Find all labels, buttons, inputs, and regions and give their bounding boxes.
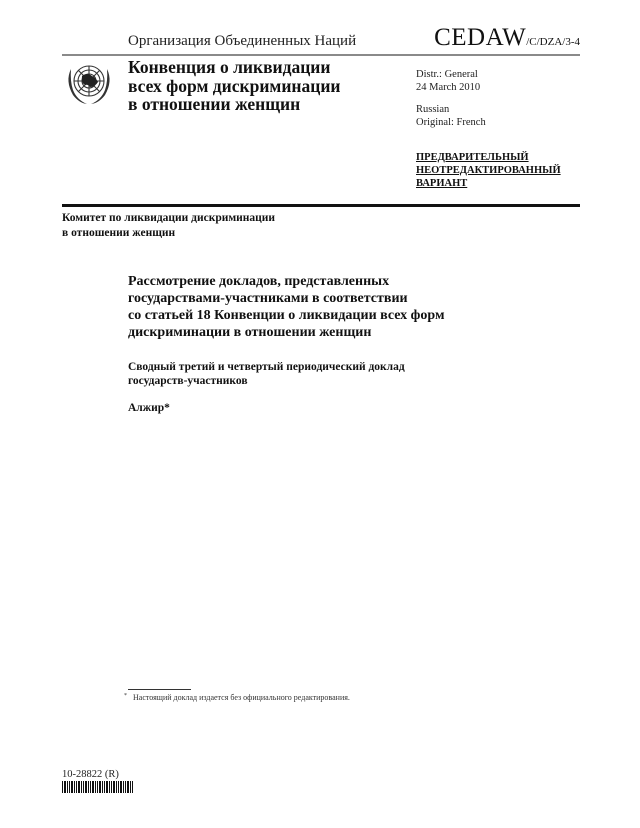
document-symbol-suffix: /C/DZA/3-4 bbox=[526, 36, 580, 48]
country-name: Алжир* bbox=[128, 402, 170, 414]
language-info bbox=[416, 103, 486, 129]
convention-title bbox=[128, 58, 341, 114]
distribution: Distr.: General bbox=[416, 69, 478, 80]
report-title-line: Рассмотрение докладов, представленных bbox=[128, 274, 390, 289]
report-title-line: со статьей 18 Конвенции о ликвидации всех форм bbox=[128, 308, 445, 323]
report-subtitle-line: государств-участников bbox=[128, 375, 248, 387]
footnote bbox=[124, 693, 350, 702]
language: Russian bbox=[416, 104, 450, 115]
footnote-mark: * bbox=[124, 693, 127, 699]
report-subtitle bbox=[128, 360, 405, 388]
header-rule bbox=[62, 54, 580, 56]
committee-line: Комитет по ликвидации дискриминации bbox=[62, 212, 276, 224]
barcode-icon bbox=[62, 781, 134, 793]
section-divider bbox=[62, 204, 580, 207]
convention-title-line: Конвенция о ликвидации bbox=[128, 57, 331, 77]
report-title-line: государствами-участниками в соответствии bbox=[128, 291, 408, 306]
report-title-line: дискриминации в отношении женщин bbox=[128, 325, 372, 340]
preliminary-status bbox=[416, 151, 561, 190]
document-date: 24 March 2010 bbox=[416, 82, 481, 93]
job-number: 10-28822 (R) bbox=[62, 769, 119, 780]
distribution-info bbox=[416, 68, 480, 94]
status-line: ПРЕДВАРИТЕЛЬНЫЙ bbox=[416, 152, 529, 163]
committee-name bbox=[62, 211, 275, 240]
organization-name: Организация Объединенных Наций bbox=[128, 33, 357, 49]
convention-title-line: всех форм дискриминации bbox=[128, 75, 341, 96]
committee-line: в отношении женщин bbox=[62, 226, 176, 239]
footnote-separator bbox=[128, 689, 191, 690]
report-title bbox=[128, 273, 444, 341]
un-emblem-icon bbox=[63, 59, 115, 107]
document-symbol bbox=[434, 24, 580, 52]
report-subtitle-line: Сводный третий и четвертый периодический доклад bbox=[128, 361, 405, 373]
footnote-text: Настоящий доклад издается без официального редактирования. bbox=[133, 693, 350, 702]
status-line: ВАРИАНТ bbox=[416, 178, 468, 189]
document-symbol-main: CEDAW bbox=[434, 24, 527, 51]
status-line: НЕОТРЕДАКТИРОВАННЫЙ bbox=[416, 165, 561, 176]
convention-title-line: в отношении женщин bbox=[128, 94, 301, 114]
original-language: Original: French bbox=[416, 117, 486, 128]
